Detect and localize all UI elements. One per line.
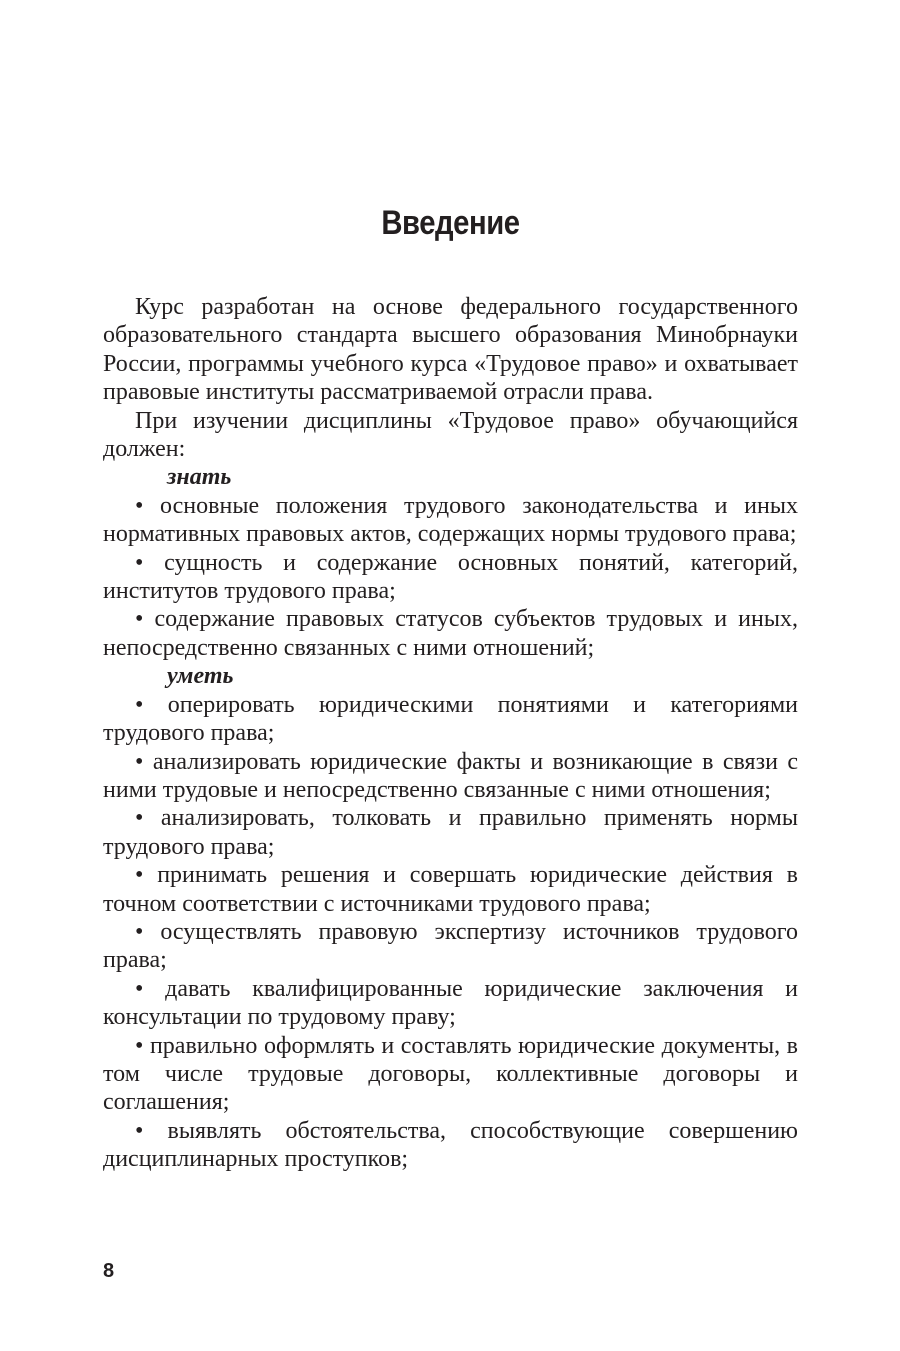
list-item-can-4: • принимать решения и совершать юридические действия в точном соответствии с источниками трудового права; xyxy=(103,862,798,917)
can-label: уметь xyxy=(167,663,234,690)
page-title: Введение xyxy=(381,204,520,242)
page-number: 8 xyxy=(103,1260,115,1282)
list-item-can-2: • анализировать юридические факты и возникающие в связи с ними трудовые и непосредственно связанные с ними отношения; xyxy=(103,748,798,803)
list-item-can-5: • осуществлять правовую экспертизу источников трудового права; xyxy=(103,918,798,974)
list-item-know-2: • сущность и содержание основных понятий, категорий, институтов трудового права; xyxy=(103,549,798,605)
list-item-know-1: • основные положения трудового законодательства и иных нормативных правовых актов, содержащих нормы трудового права; xyxy=(103,492,798,548)
intro-paragraph: Курс разработан на основе федерального государственного образовательного стандарта высшего образования Минобрнауки России, программы учебного курса «Трудовое право» и охватывает правовые институты рассматриваемой отрасли права. xyxy=(103,294,798,406)
list-item-can-8: • выявлять обстоятельства, способствующие совершению дисциплинарных проступков; xyxy=(103,1117,798,1173)
know-label: знать xyxy=(167,464,232,491)
list-item-can-1: • оперировать юридическими понятиями и категориями трудового права; xyxy=(103,691,798,747)
list-item-know-3: • содержание правовых статусов субъектов трудовых и иных, непосредственно связанных с ними отношений; xyxy=(103,606,798,661)
list-item-can-7: • правильно оформлять и составлять юридические документы, в том числе трудовые договоры, коллективные договоры и соглашения; xyxy=(103,1032,798,1116)
body-text xyxy=(103,293,798,1174)
list-item-can-6: • давать квалифицированные юридические заключения и консультации по трудовому праву; xyxy=(103,975,798,1031)
requirements-paragraph: При изучении дисциплины «Трудовое право» обучающийся должен: xyxy=(103,407,798,463)
list-item-can-3: • анализировать, толковать и правильно применять нормы трудового права; xyxy=(103,805,798,860)
